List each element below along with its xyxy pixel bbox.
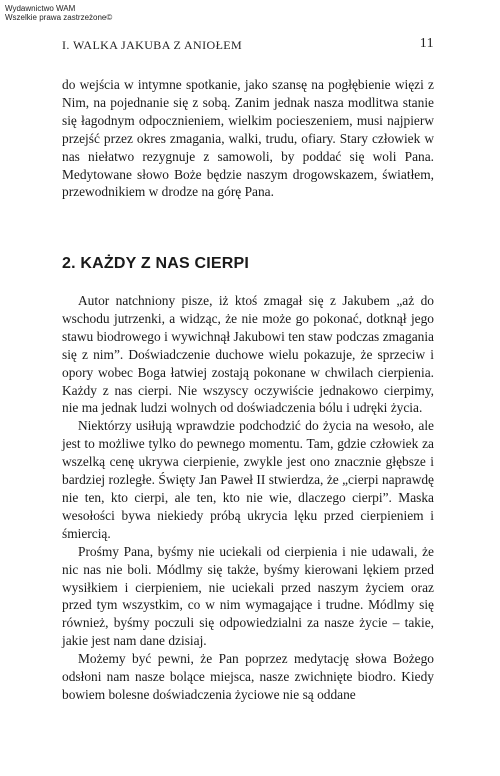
paragraph: Prośmy Pana, byśmy nie uciekali od cierpienia i nie udawali, że nic nas nie boli. Módlmy się także, byśmy kierowani lękiem przed wysiłkiem i cierpieniem, nie uciekali przed naszym życiem oraz przed tym wszystkim, co w nim wymagające i trudne. Módlmy się również, byśmy poczuli się odpowiedzialni za nasze życie – takie, jakie jest nam dane dzisiaj. bbox=[62, 543, 434, 649]
watermark-line-2: Wszelkie prawa zastrzeżone© bbox=[5, 13, 113, 22]
body-text-section bbox=[62, 292, 434, 704]
chapter-title: I. WALKA JAKUBA Z ANIOŁEM bbox=[62, 38, 243, 52]
watermark-line-1: Wydawnictwo WAM bbox=[5, 4, 76, 13]
body-text-top bbox=[62, 76, 434, 201]
paragraph: Autor natchniony pisze, iż ktoś zmagał się z Jakubem „aż do wschodu jutrzenki, a widząc, że nie może go pokonać, dotknął jego stawu biodrowego i wywichnął Jakubowi ten staw podczas zmagania się z nim”. Doświadczenie duchowe wielu pokazuje, że sprzeciw i opory wobec Boga łatwiej zostają pokonane w chwilach cierpienia. Każdy z nas cierpi. Nie wszyscy oczywiście jednakowo cierpimy, nie ma jednak ludzi wolnych od doświadczenia bólu i udręki życia. bbox=[62, 293, 434, 416]
paragraph: Niektórzy usiłują wprawdzie podchodzić do życia na wesoło, ale jest to możliwe tylko do pewnego momentu. Tam, gdzie człowiek za wszelką cenę ukrywa cierpienie, zwykle jest ono znacznie głębsze i bardziej rozległe. Święty Jan Paweł II stwierdza, że „cierpi naprawdę nie ten, kto cierpi, ale ten, kto nie wie, dlaczego cierpi”. Maska wesołości bywa niekiedy próbą ukrycia lęku przed cierpieniem i śmiercią. bbox=[62, 418, 434, 541]
section-heading: 2. KAŻDY Z NAS CIERPI bbox=[62, 255, 250, 272]
paragraph: Możemy być pewni, że Pan poprzez medytację słowa Bożego odsłoni nam nasze bolące miejsca, nasze zwichnięte biodro. Kiedy bowiem bolesne doświadczenia życiowe nie są oddane bbox=[62, 651, 434, 702]
publisher-watermark bbox=[5, 4, 112, 22]
page-number: 11 bbox=[419, 36, 434, 51]
paragraph: do wejścia w intymne spotkanie, jako szansę na pogłębienie więzi z Nim, na pojednanie się z sobą. Zanim jednak nasza modlitwa stanie się łagodnym odpocznieniem, wielkim pocieszeniem, musi najpierw przejść przez okres zmagania, walki, trudu, ofiary. Stary człowiek w nas niełatwo rezygnuje z samowoli, by poddać się woli Pana. Medytowane słowo Boże będzie naszym drogowskazem, światłem, przewodnikiem w drodze na górę Pana. bbox=[62, 77, 434, 200]
